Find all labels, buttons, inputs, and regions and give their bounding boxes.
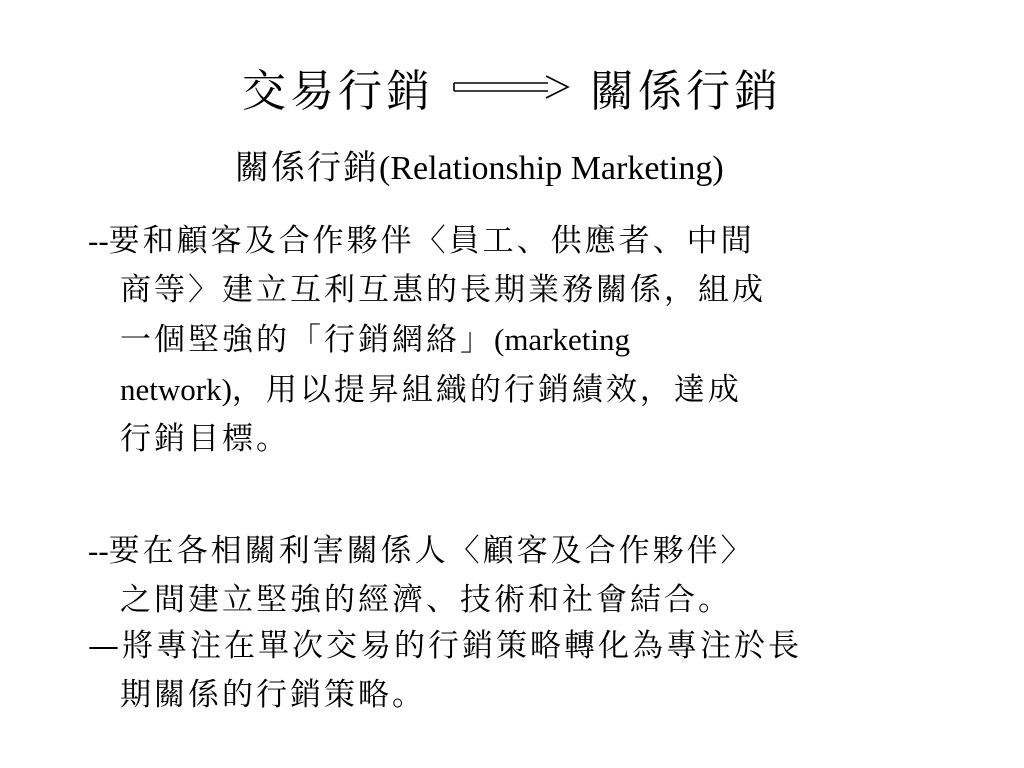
subtitle-zh: 關係行銷 — [235, 148, 379, 188]
title-to: 關係行銷 — [590, 66, 782, 117]
title-from: 交易行銷 — [242, 66, 434, 117]
subtitle — [235, 140, 724, 189]
line-text: 商等〉建立互利互惠的長期業務關係，組成 — [120, 272, 766, 308]
line-text: 行銷目標。 — [120, 421, 290, 457]
right-arrow-icon — [452, 72, 572, 102]
line-text: 期關係的行銷策略。 — [120, 677, 426, 713]
line-text: 要在各相關利害關係人〈顧客及合作夥伴〉 — [108, 533, 755, 569]
line-text: —將專注在單次交易的行銷策略轉化為專注於長 — [88, 628, 802, 664]
line-text: 之間建立堅強的經濟、技術和社會結合。 — [120, 582, 732, 618]
paragraph-line — [88, 415, 938, 464]
paragraph-line — [88, 671, 938, 720]
line-text: 要和顧客及合作夥伴〈員工、供應者、中間 — [108, 223, 755, 259]
subtitle-en: (Relationship Marketing) — [379, 150, 724, 187]
dash-prefix: -- — [88, 223, 109, 258]
paragraph-line — [88, 576, 938, 625]
line-text: 一個堅強的「行銷網絡」 — [120, 322, 494, 358]
line-latin: network) — [120, 372, 232, 407]
paragraph-line — [88, 622, 938, 671]
line-latin: (marketing — [494, 322, 631, 357]
dash-prefix: -- — [88, 533, 109, 568]
paragraph-1 — [88, 216, 938, 464]
paragraph-3 — [88, 622, 938, 720]
paragraph-line — [88, 315, 938, 365]
paragraph-line — [88, 526, 938, 576]
paragraph-line — [88, 216, 938, 266]
line-text: ，用以提昇組織的行銷績效，達成 — [231, 372, 742, 408]
paragraph-line — [88, 365, 938, 415]
slide-title — [0, 52, 1024, 122]
paragraph-2 — [88, 526, 938, 625]
paragraph-line — [88, 266, 938, 315]
